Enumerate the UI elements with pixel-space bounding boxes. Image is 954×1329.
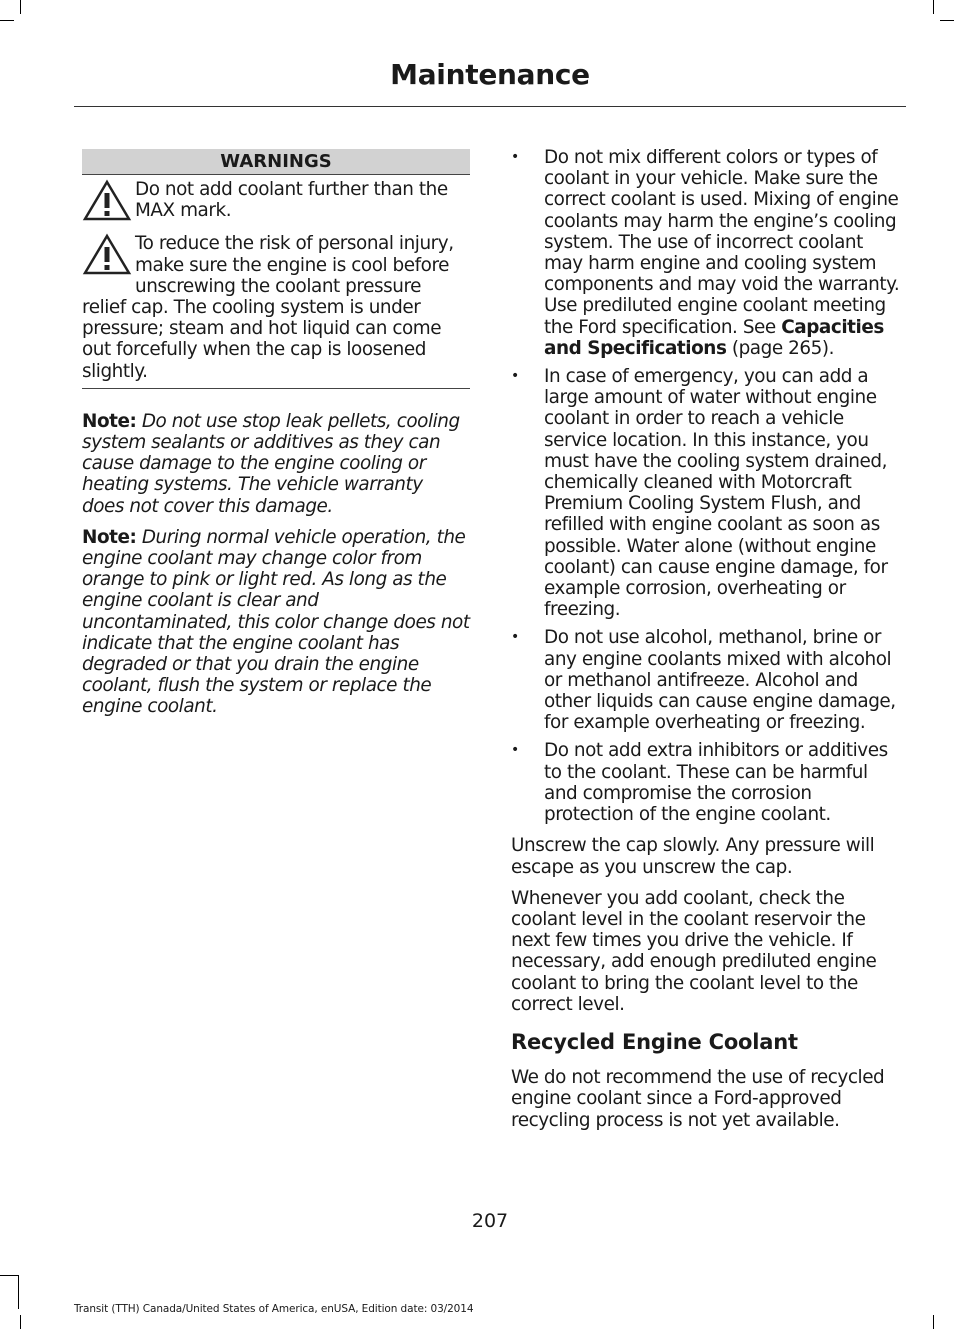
note-text: During normal vehicle operation, the engine coolant may change color from orange to pink or light red. As long as the engine coolant is clear and uncontaminated, this color change does not indicate that the engine coolant has degraded or that you drain the engine coolant, flush the system or replace the engine coolant. xyxy=(82,526,470,718)
page-title: Maintenance xyxy=(390,58,590,91)
note-label: Note: xyxy=(82,526,137,548)
crop-mark xyxy=(20,1315,21,1329)
bullet: • xyxy=(511,368,519,385)
right-column xyxy=(511,147,903,1131)
crop-mark xyxy=(18,1275,19,1309)
warning-item xyxy=(82,233,470,381)
warning-item xyxy=(82,179,470,221)
crop-mark xyxy=(933,0,934,14)
section-heading: Recycled Engine Coolant xyxy=(511,1029,798,1054)
page-number: 207 xyxy=(471,1210,509,1232)
list-item xyxy=(511,740,903,825)
note-label: Note: xyxy=(82,410,137,432)
cross-reference-link[interactable]: Capacities and Specifications xyxy=(544,316,884,359)
paragraph: We do not recommend the use of recycled engine coolant since a Ford-approved recycling process is not yet available. xyxy=(511,1067,885,1131)
bullet: • xyxy=(511,629,519,646)
note xyxy=(82,527,470,718)
warning-triangle-icon xyxy=(82,179,132,223)
list-item xyxy=(511,147,903,359)
bullet-text: Do not use alcohol, methanol, brine or any engine coolants mixed with alcohol or methanol antifreeze. Alcohol and other liquids can cause engine damage, for example overheating or freezing. xyxy=(544,627,896,734)
bullet: • xyxy=(511,742,519,759)
bullet-text: In case of emergency, you can add a large amount of water without engine coolant in order to reach a vehicle service location. In this instance, you must have the cooling system drained, chemically cleaned with Motorcraft Premium Cooling System Flush, and refilled with engine coolant as soon as possible. Water alone (without engine coolant) can cause engine damage, for example corrosion, overheating or freezing. xyxy=(544,366,888,621)
note-text: Do not use stop leak pellets, cooling system sealants or additives as they can cause damage to the engine cooling or heating systems. The vehicle warranty does not cover this damage. xyxy=(82,410,460,517)
bullet-text: Do not mix different colors or types of coolant in your vehicle. Make sure the correct coolant is used. Mixing of engine coolants may harm the engine’s cooling system. The use of incorrect coolant may harm engine and cooling system components and may void the warranty. Use prediluted engine coolant meeting the Ford specification. See xyxy=(544,147,900,338)
crop-mark xyxy=(933,1315,934,1329)
crop-mark xyxy=(20,0,21,14)
note xyxy=(82,411,470,517)
bullet: • xyxy=(511,149,519,165)
footer: Transit (TTH) Canada/United States of America, enUSA, Edition date: 03/2014 xyxy=(74,1303,474,1315)
left-column xyxy=(82,149,470,718)
warnings-heading: WARNINGS xyxy=(82,149,470,174)
list-item xyxy=(511,627,903,733)
list-item xyxy=(511,366,903,620)
title-divider xyxy=(74,106,906,107)
paragraph: Unscrew the cap slowly. Any pressure will escape as you unscrew the cap. xyxy=(511,835,875,878)
warning-text: To reduce the risk of personal injury, make sure the engine is cool before unscrewing the coolant pressure relief cap. The cooling system is under pressure; steam and hot liquid can come out forcefully when the cap is loosened slightly. xyxy=(82,233,454,382)
warning-text: Do not add coolant further than the MAX mark. xyxy=(135,179,448,222)
bullet-list xyxy=(511,147,903,825)
bullet-text: Do not add extra inhibitors or additives to the coolant. These can be harmful and compromise the corrosion protection of the engine coolant. xyxy=(544,740,888,826)
crop-mark xyxy=(0,20,14,21)
crop-mark xyxy=(940,20,954,21)
bullet-text-after: (page 265). xyxy=(726,337,834,359)
paragraph: Whenever you add coolant, check the coolant level in the coolant reservoir the next few times you drive the vehicle. If necessary, add enough prediluted engine coolant to bring the coolant level to the correct level. xyxy=(511,887,877,1015)
warning-triangle-icon xyxy=(82,233,132,277)
warnings-heading-rule xyxy=(82,174,470,175)
crop-mark xyxy=(0,1275,18,1276)
